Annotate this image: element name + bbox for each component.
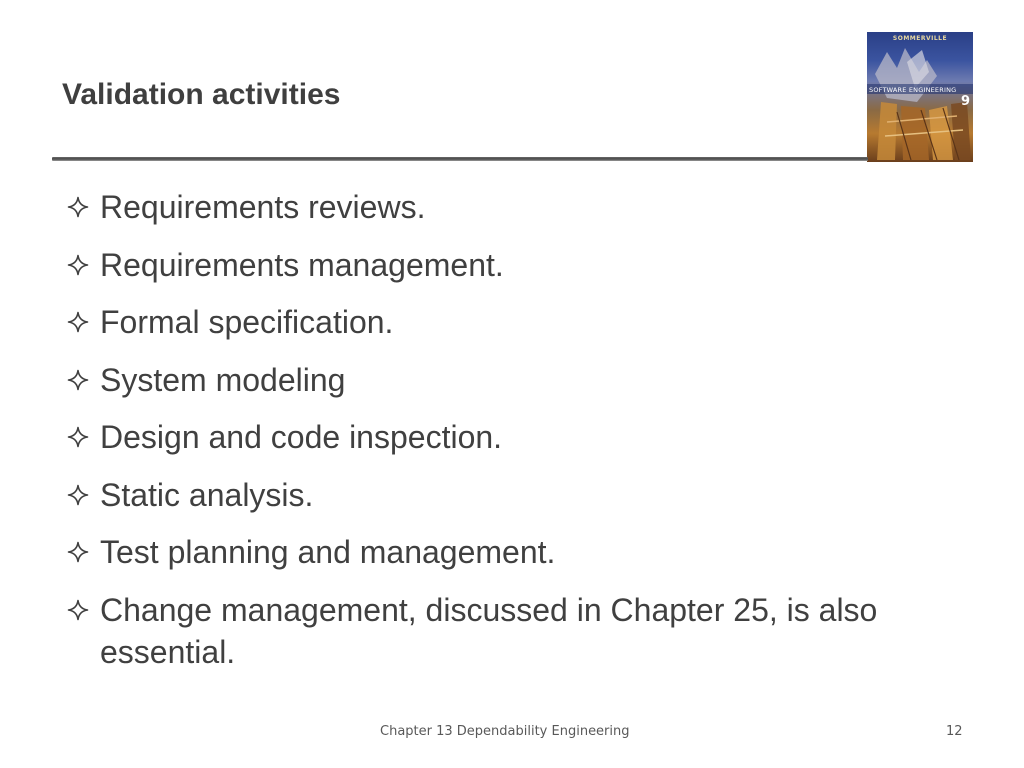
four-point-star-icon [64,359,92,401]
bullet-item [62,474,962,516]
bullet-item [62,244,962,286]
bullet-list [62,186,962,688]
bullet-text: Formal specification. [100,304,394,340]
four-point-star-icon [64,416,92,458]
bullet-item [62,589,962,673]
bullet-text: Requirements management. [100,246,504,283]
bullet-item [62,531,962,573]
four-point-star-icon [64,301,92,343]
slide-title: Validation activities [62,78,341,111]
four-point-star-icon [64,589,92,631]
four-point-star-icon [64,531,92,573]
slide-footer: Chapter 13 Dependability Engineering [380,724,630,739]
page-number: 12 [946,724,963,739]
bullet-text: Test planning and management. [100,534,556,570]
bullet-item [62,186,962,228]
book-edition: 9 [960,94,970,109]
book-title: SOFTWARE ENGINEERING [869,86,957,94]
bullet-item [62,416,962,458]
four-point-star-icon [64,474,92,516]
bullet-text: Change management, discussed in Chapter 25, is also essential. [100,591,878,670]
bullet-item [62,301,962,343]
building-photo-icon [867,32,973,162]
four-point-star-icon [64,186,92,228]
bullet-text: Requirements reviews. [100,189,426,225]
bullet-text: Design and code inspection. [100,419,503,455]
four-point-star-icon [64,244,92,286]
bullet-text: Static analysis. [100,476,314,513]
book-cover-image [867,32,973,162]
bullet-text: System modeling [100,361,346,398]
book-author: SOMMERVILLE [892,35,948,42]
title-divider [52,157,868,161]
bullet-item [62,359,962,401]
